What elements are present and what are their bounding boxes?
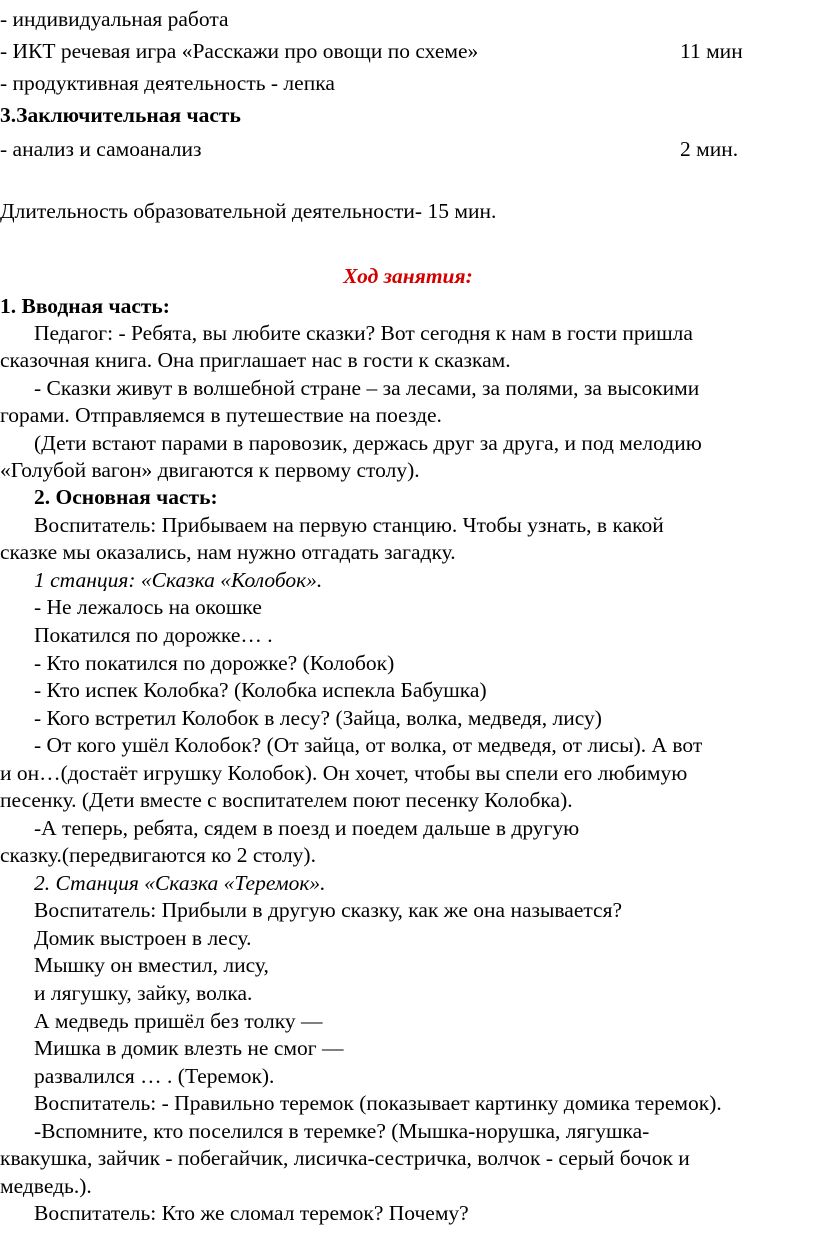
paragraph-line: квакушка, зайчик - побегайчик, лисичка-сестричка, волчок - серый бочок и <box>0 1146 690 1170</box>
riddle-line: развалился … . (Теремок). <box>34 1064 275 1088</box>
paragraph-line: Воспитатель: Прибыли в другую сказку, как же она называется? <box>34 898 623 922</box>
paragraph-line: песенку. (Дети вместе с воспитателем поют песенку Колобка). <box>0 788 573 812</box>
paragraph-line: Воспитатель: Прибываем на первую станцию. Чтобы узнать, в какой <box>34 513 664 537</box>
station-1-heading: 1 станция: «Сказка «Колобок». <box>34 568 323 592</box>
station-2-heading: 2. Станция «Сказка «Теремок». <box>34 871 326 895</box>
agenda-analysis: - анализ и самоанализ <box>0 137 202 161</box>
paragraph-line: Воспитатель: - Правильно теремок (показывает картинку домика теремок). <box>34 1091 722 1115</box>
agenda-analysis-time: 2 мин. <box>680 137 739 161</box>
riddle-line: А медведь пришёл без толку — <box>34 1009 323 1033</box>
paragraph-line: (Дети встают парами в паровозик, держась друг за друга, и под мелодию <box>34 431 702 455</box>
agenda-productive: - продуктивная деятельность - лепка <box>0 71 335 95</box>
paragraph-line: «Голубой вагон» двигаются к первому столу). <box>0 458 420 482</box>
paragraph-line: -Вспомните, кто поселился в теремке? (Мышка-норушка, лягушка- <box>34 1119 650 1143</box>
riddle-line: Мышку он вместил, лису, <box>34 953 269 977</box>
riddle-line: Домик выстроен в лесу. <box>34 926 252 950</box>
riddle-line: Мишка в домик влезть не смог — <box>34 1036 344 1060</box>
duration-text: Длительность образовательной деятельности- 15 мин. <box>0 199 497 223</box>
riddle-line: Покатился по дорожке… . <box>34 623 273 647</box>
paragraph-line: Педагог: - Ребята, вы любите сказки? Вот сегодня к нам в гости пришла <box>34 321 693 345</box>
agenda-individual: - индивидуальная работа <box>0 7 229 31</box>
lesson-title: Ход занятия: <box>343 264 473 288</box>
paragraph-line: Воспитатель: Кто же сломал теремок? Почему? <box>34 1201 469 1225</box>
paragraph-line: сказку.(передвигаются ко 2 столу). <box>0 843 316 867</box>
paragraph-line: медведь.). <box>0 1174 92 1198</box>
main-part-heading: 2. Основная часть: <box>34 485 218 509</box>
riddle-line: - Не лежалось на окошке <box>34 595 262 619</box>
paragraph-line: - Сказки живут в волшебной стране – за лесами, за полями, за высокими <box>34 376 700 400</box>
final-part-heading: 3.Заключительная часть <box>0 103 241 127</box>
intro-heading: 1. Вводная часть: <box>0 294 170 318</box>
paragraph-line: сказке мы оказались, нам нужно отгадать загадку. <box>0 540 456 564</box>
paragraph-line: и он…(достаёт игрушку Колобок). Он хочет, чтобы вы спели его любимую <box>0 761 688 785</box>
agenda-ikt-time: 11 мин <box>680 39 743 63</box>
question-line: - Кто испек Колобка? (Колобка испекла Бабушка) <box>34 678 487 702</box>
question-line: - Кого встретил Колобок в лесу? (Зайца, волка, медведя, лису) <box>34 706 602 730</box>
paragraph-line: горами. Отправляемся в путешествие на поезде. <box>0 403 442 427</box>
question-line: - Кто покатился по дорожке? (Колобок) <box>34 651 395 675</box>
question-line: - От кого ушёл Колобок? (От зайца, от волка, от медведя, от лисы). А вот <box>34 733 703 757</box>
agenda-ikt: - ИКТ речевая игра «Расскажи про овощи по схеме» <box>0 39 479 63</box>
riddle-line: и лягушку, зайку, волка. <box>34 981 253 1005</box>
paragraph-line: сказочная книга. Она приглашает нас в гости к сказкам. <box>0 348 511 372</box>
paragraph-line: -А теперь, ребята, сядем в поезд и поедем дальше в другую <box>34 816 580 840</box>
